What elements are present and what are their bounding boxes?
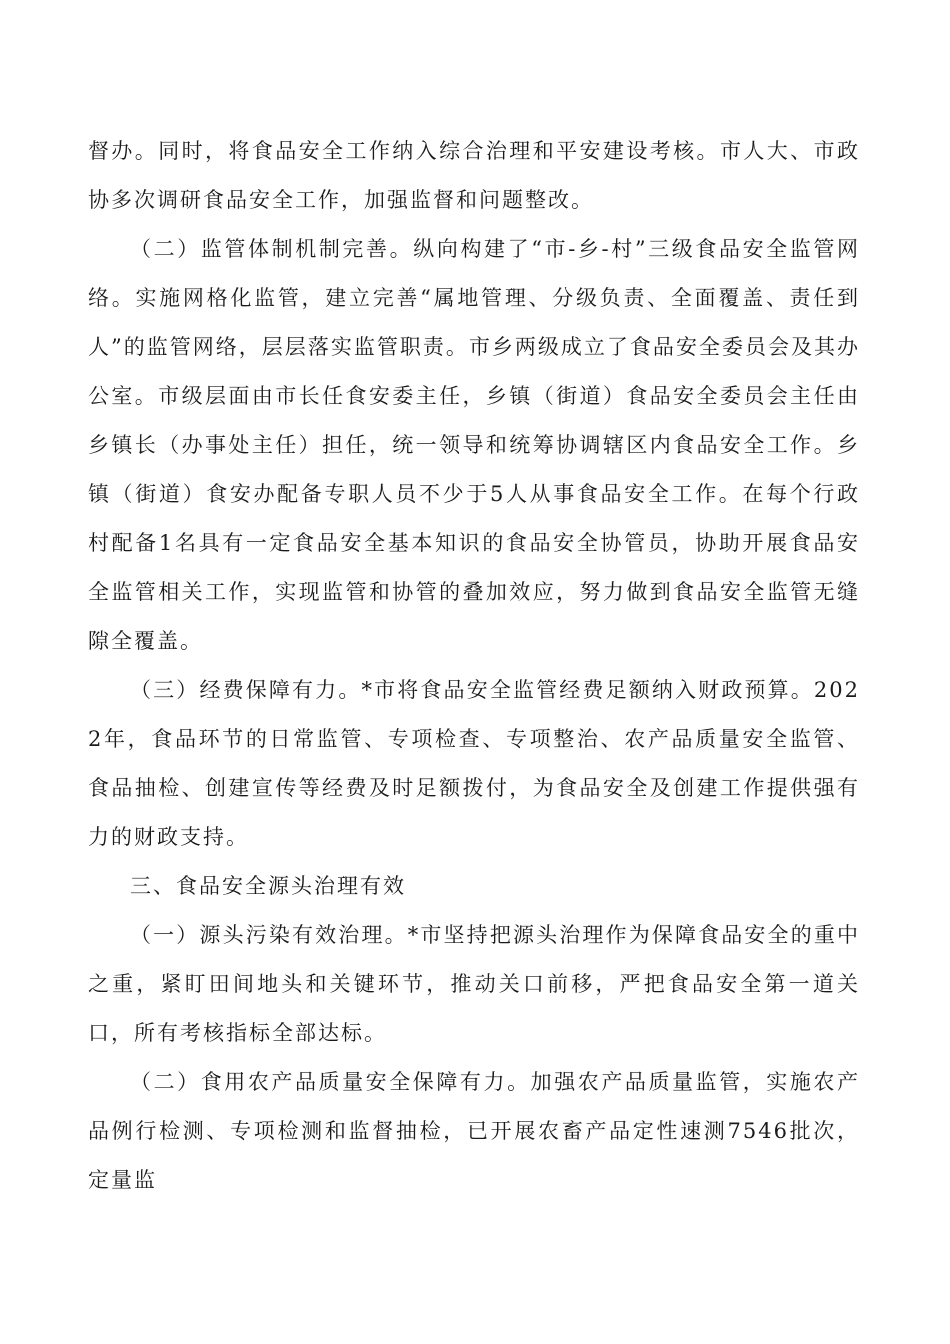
paragraph-funding: （三）经费保障有力。*市将食品安全监管经费足额纳入财政预算。2022年，食品环节的日常监管、专项检查、专项整治、农产品质量安全监管、食品抽检、创建宣传等经费及时足额拨付，为食品安全及创建工作提供强有力的财政支持。 bbox=[88, 678, 860, 849]
paragraph-agricultural-quality: （二）食用农产品质量安全保障有力。加强农产品质量监管，实施农产品例行检测、专项检测和监督抽检，已开展农畜产品定性速测7546批次，定量监 bbox=[88, 1070, 860, 1192]
paragraph-continuation: 督办。同时，将食品安全工作纳入综合治理和平安建设考核。市人大、市政协多次调研食品安全工作，加强监督和问题整改。 bbox=[88, 139, 860, 212]
paragraph-source-pollution: （一）源头污染有效治理。*市坚持把源头治理作为保障食品安全的重中之重，紧盯田间地头和关键环节，推动关口前移，严把食品安全第一道关口，所有考核指标全部达标。 bbox=[88, 923, 860, 1045]
paragraph-supervision-system: （二）监管体制机制完善。纵向构建了“市-乡-村”三级食品安全监管网络。实施网格化监管，建立完善“属地管理、分级负责、全面覆盖、责任到人”的监管网络，层层落实监管职责。市乡两级成立了食品安全委员会及其办公室。市级层面由市长任食安委主任，乡镇（街道）食品安全委员会主任由乡镇长（办事处主任）担任，统一领导和统筹协调辖区内食品安全工作。乡镇（街道）食安办配备专职人员不少于5人从事食品安全工作。在每个行政村配备1名具有一定食品安全基本知识的食品安全协管员，协助开展食品安全监管相关工作，实现监管和协管的叠加效应，努力做到食品安全监管无缝隙全覆盖。 bbox=[88, 237, 860, 653]
section-heading-source-governance: 三、食品安全源头治理有效 bbox=[130, 874, 406, 898]
document-body bbox=[88, 127, 860, 1205]
